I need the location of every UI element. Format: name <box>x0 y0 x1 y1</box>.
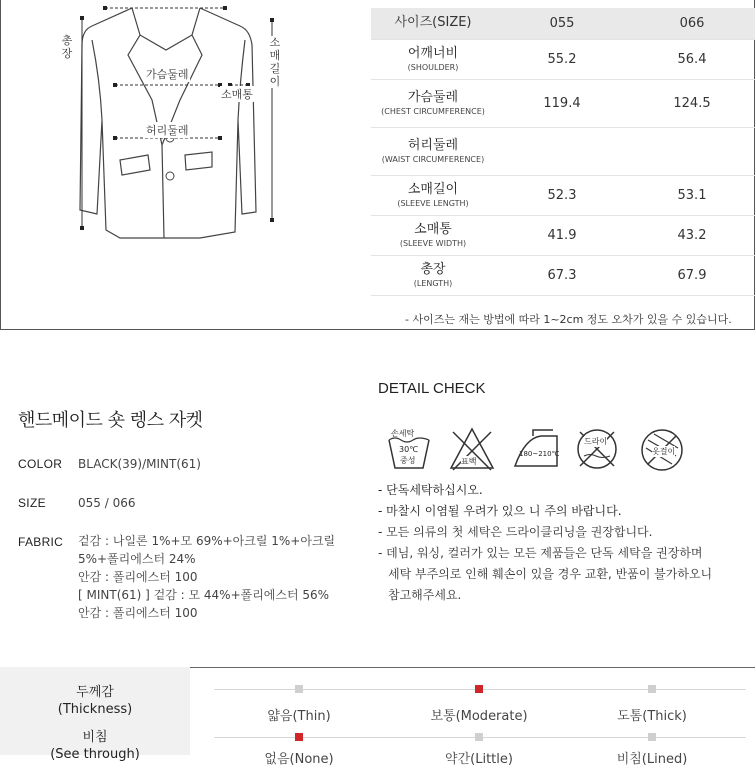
hand-wash-icon: 손세탁 30℃ 중성 <box>385 426 433 472</box>
cell-055: 119.4 <box>543 96 581 111</box>
row-label-ko: 허리둘레 <box>407 137 459 153</box>
row-label-ko: 소매길이 <box>407 181 459 197</box>
diagram-label-waist: 허리둘레 <box>146 124 189 137</box>
cell-055: 41.9 <box>547 228 577 243</box>
thickness-dot-thin <box>295 685 303 693</box>
detail-check-title: DETAIL CHECK <box>378 380 486 397</box>
size-header-055: 055 <box>549 16 575 31</box>
row-label-ko: 가슴둘레 <box>407 89 459 105</box>
cell-055: 52.3 <box>547 188 577 203</box>
no-dry-clean-icon: 드라이 <box>574 426 620 472</box>
care-line: - 단독세탁하십시오. <box>378 483 483 497</box>
size-table <box>371 8 755 296</box>
care-line: - 데님, 워싱, 컬러가 있는 모든 제품들은 단독 세탁을 권장하며 <box>378 546 703 560</box>
see-through-option-none: 없음(None) <box>264 752 334 767</box>
cell-055: 55.2 <box>547 52 577 67</box>
size-header-066: 066 <box>679 16 705 31</box>
see-through-label: 비침 (See through) <box>50 730 140 762</box>
cell-055: 67.3 <box>547 268 577 283</box>
fabric-line: 겉감 : 나일론 1%+모 69%+아크릴 1%+아크릴 <box>78 534 336 548</box>
table-row <box>371 176 755 216</box>
diagram-label-sleeve-width: 소매통 <box>221 88 253 101</box>
row-label-ko: 소매통 <box>414 221 452 237</box>
table-row <box>371 216 755 256</box>
see-through-dot-lined <box>648 733 656 741</box>
table-row <box>371 128 755 176</box>
size-note: - 사이즈는 재는 방법에 따라 1~2cm 정도 오차가 있을 수 있습니다. <box>405 313 732 326</box>
table-row <box>371 80 755 128</box>
row-label-en: (CHEST CIRCUMFERENCE) <box>381 106 485 116</box>
color-value: BLACK(39)/MINT(61) <box>78 457 201 471</box>
table-row <box>371 40 755 80</box>
care-line: - 모든 의류의 첫 세탁은 드라이클리닝을 권장합니다. <box>378 525 653 539</box>
row-label-ko: 어깨너비 <box>407 45 459 61</box>
thickness-option-thick: 도톰(Thick) <box>617 709 687 724</box>
row-label-en: (WAIST CIRCUMFERENCE) <box>381 154 485 164</box>
iron-icon: 180~210℃ <box>511 426 561 472</box>
cell-066: 124.5 <box>673 96 711 111</box>
cell-066: 53.1 <box>677 188 707 203</box>
no-bleach-icon: 표백 <box>449 426 495 472</box>
thickness-label: 두께감 (Thickness) <box>57 685 133 717</box>
product-title: 핸드메이드 숏 렝스 자켓 <box>18 410 203 431</box>
fabric-label: FABRIC <box>18 535 64 549</box>
fabric-line: 안감 : 폴리에스터 100 <box>78 606 198 620</box>
thickness-option-thin: 얇음(Thin) <box>267 709 331 724</box>
color-label: COLOR <box>18 457 63 471</box>
cell-066: 56.4 <box>677 52 707 67</box>
row-label-en: (SLEEVE LENGTH) <box>397 198 469 208</box>
care-instructions <box>378 480 748 606</box>
care-line: - 마찰시 이염될 우려가 있으 니 주의 바랍니다. <box>378 504 622 518</box>
fabric-value <box>78 532 358 622</box>
fabric-line: 안감 : 폴리에스터 100 <box>78 570 198 584</box>
row-label-en: (LENGTH) <box>413 278 453 288</box>
thickness-option-moderate: 보통(Moderate) <box>430 709 528 724</box>
cell-066: 43.2 <box>677 228 707 243</box>
diagram-label-length: 총장 <box>61 34 73 60</box>
thickness-dot-thick <box>648 685 656 693</box>
size-header-label: 사이즈(SIZE) <box>394 15 472 31</box>
row-label-en: (SHOULDER) <box>407 62 459 72</box>
thickness-dot-moderate <box>475 685 483 693</box>
size-label: SIZE <box>18 496 46 510</box>
care-line: 세탁 부주의로 인해 훼손이 있을 경우 교환, 반품이 불가하오니 <box>388 567 713 581</box>
fabric-line: 5%+폴리에스터 24% <box>78 552 196 566</box>
row-label-en: (SLEEVE WIDTH) <box>399 238 467 248</box>
see-through-dot-little <box>475 733 483 741</box>
care-line: 참고해주세요. <box>388 588 462 602</box>
see-through-dot-none <box>295 733 303 741</box>
cell-066: 67.9 <box>677 268 707 283</box>
row-label-ko: 총장 <box>420 261 446 277</box>
see-through-option-little: 약간(Little) <box>445 752 513 767</box>
size-value: 055 / 066 <box>78 496 136 510</box>
jacket-diagram <box>40 0 340 300</box>
see-through-option-lined: 비침(Lined) <box>616 752 688 767</box>
fabric-line: [ MINT(61) ] 겉감 : 모 44%+폴리에스터 56% <box>78 588 330 602</box>
no-tumble-dry-icon: 옷걸이 <box>638 426 686 474</box>
table-row <box>371 256 755 296</box>
size-table-header <box>371 8 755 40</box>
diagram-label-sleeve-length: 소매길이 <box>269 36 281 88</box>
diagram-label-chest: 가슴둘레 <box>146 68 189 81</box>
